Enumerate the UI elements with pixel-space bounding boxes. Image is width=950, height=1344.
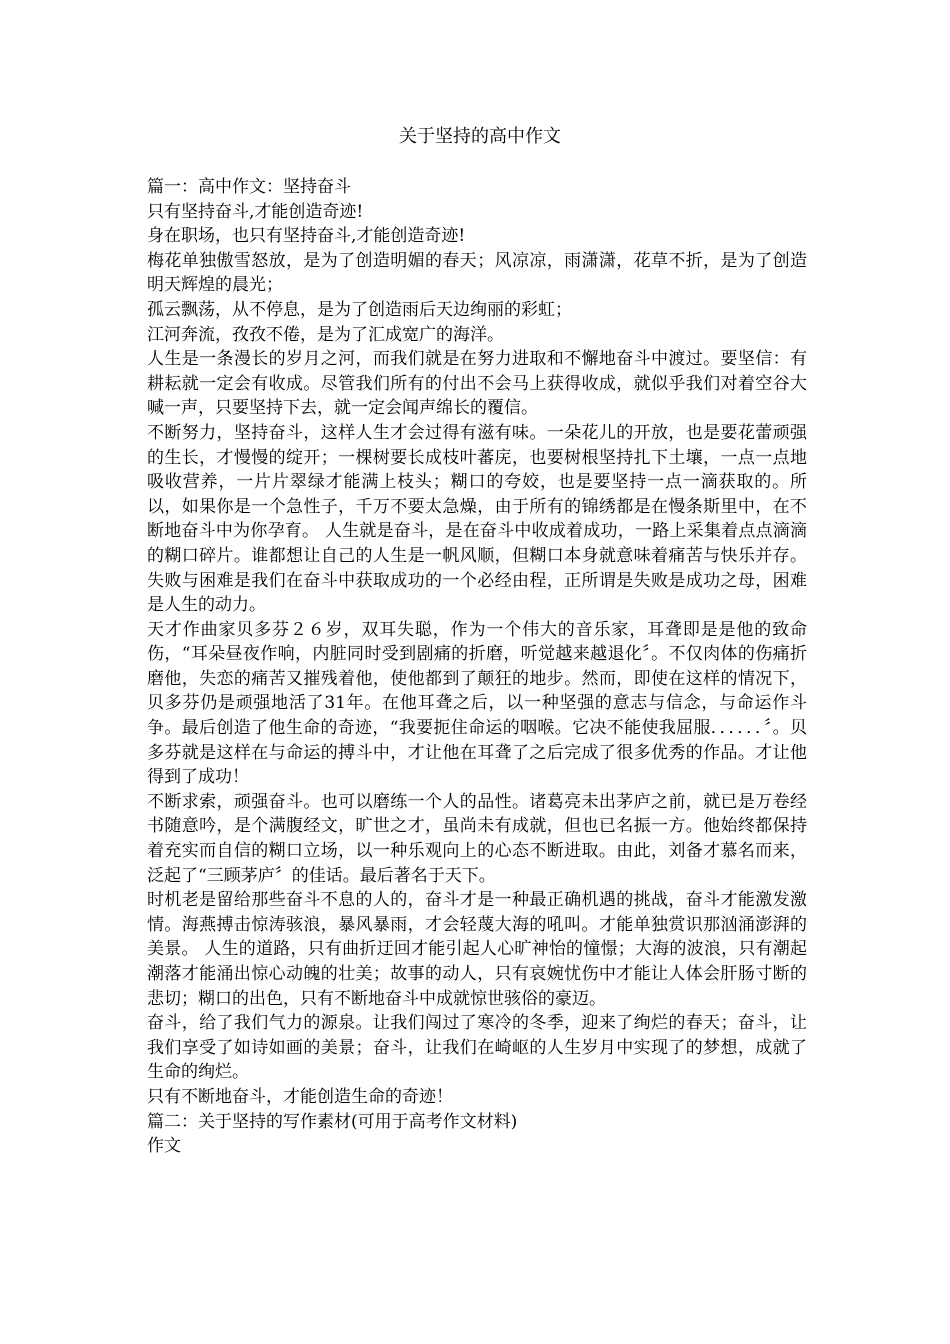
paragraph-13: 只有不断地奋斗，才能创造生命的奇迹！	[147, 1086, 453, 1107]
paragraph-8: 不断努力，坚持奋斗，这样人生才会过得有滋有味。一朵花儿的开放，也是要花蕾顽强的生长，才慢慢的绽开；一棵树要长成枝叶蕃庑，也要树根坚持扎下土壤，一点一点地吸收营养，一片片翠绿才能满上枝头；糊口的夸姣，也是要坚持一点一滴获取的。所以，如果你是一个急性子，千万不要太急燥，由于所有的锦绣都是在慢条斯里中，在不断地奋斗中为你孕育。 人生就是奋斗，是在奋斗中收成着成功，一路上采集着点点滴滴的糊口碎片。谁都想让自己的人生是一帆风顺，但糊口本身就意味着痛苦与快乐并存。失败与困难是我们在奋斗中获取成功的一个必经由程，正所谓是失败是成功之母，困难是人生的动力。	[147, 422, 807, 616]
document-title: 关于坚持的高中作文	[399, 126, 561, 147]
paragraph-6: 江河奔流，孜孜不倦，是为了汇成宽广的海洋。	[147, 324, 504, 345]
paragraph-2: 只有坚持奋斗,才能创造奇迹!	[147, 201, 364, 222]
document-page	[147, 125, 807, 1159]
paragraph-10: 不断求索，顽强奋斗。也可以磨练一个人的品性。诸葛亮未出茅庐之前，就已是万卷经书随意吟，是个满腹经文，旷世之才，虽尚未有成就，但也已名振一方。他始终都保持着充实而自信的糊口立场，以一种乐观向上的心态不断进取。由此，刘备才慕名而来，泛起了“三顾茅庐〞的佳话。最后著名于天下。	[147, 791, 807, 886]
paragraph-9: 天才作曲家贝多芬２６岁，双耳失聪，作为一个伟大的音乐家，耳聋即是是他的致命伤，“耳朵昼夜作响，内脏同时受到剧痛的折磨，听觉越来越退化〞。不仅肉体的伤痛折磨他，失恋的痛苦又摧残着他，使他都到了颠狂的地步。然而，即使在这样的情况下，贝多芬仍是顽强地活了31年。在他耳聋之后，以一种坚强的意志与信念，与命运作斗争。最后创造了他生命的奇迹，“我要扼住命运的咽喉。它决不能使我屈服．．．．．．〞。贝多芬就是这样在与命运的搏斗中，才让他在耳聋了之后完成了很多优秀的作品。才让他得到了成功！	[147, 619, 807, 788]
paragraph-4: 梅花单独傲雪怒放，是为了创造明媚的春天；风凉凉，雨潇潇，花草不折，是为了创造明天辉煌的晨光；	[147, 250, 807, 296]
paragraph-11: 时机老是留给那些奋斗不息的人的，奋斗才是一种最正确机遇的挑战，奋斗才能激发激情。海燕搏击惊涛骇浪，暴风暴雨，才会轻蔑大海的吼叫。才能单独赏识那汹涌澎湃的美景。 人生的道路，只有曲折迂回才能引起人心旷神怡的憧憬；大海的波浪，只有潮起潮落才能涌出惊心动魄的壮美；故事的动人，只有哀婉忧伤中才能让人体会肝肠寸断的悲切；糊口的出色，只有不断地奋斗中成就惊世骇俗的豪迈。	[147, 890, 807, 1009]
paragraph-12: 奋斗，给了我们气力的源泉。让我们闯过了寒冷的冬季，迎来了绚烂的春天；奋斗，让我们享受了如诗如画的美景；奋斗，让我们在崎岖的人生岁月中实现了的梦想，成就了生命的绚烂。	[147, 1013, 807, 1083]
paragraph-15: 作文	[147, 1136, 181, 1157]
paragraph-3: 身在职场，也只有坚持奋斗,才能创造奇迹!	[147, 226, 466, 247]
paragraph-1: 篇一：高中作文：坚持奋斗	[147, 177, 351, 197]
paragraph-7: 人生是一条漫长的岁月之河，而我们就是在努力进取和不懈地奋斗中渡过。要坚信：有耕耘就一定会有收成。尽管我们所有的付出不会马上获得收成，就似乎我们对着空谷大喊一声，只要坚持下去，就一定会闻声绵长的覆信。	[147, 349, 807, 419]
paragraph-5: 孤云飘荡，从不停息，是为了创造雨后天边绚丽的彩虹；	[147, 299, 572, 320]
paragraph-14: 篇二：关于坚持的写作素材(可用于高考作文材料)	[147, 1111, 518, 1132]
